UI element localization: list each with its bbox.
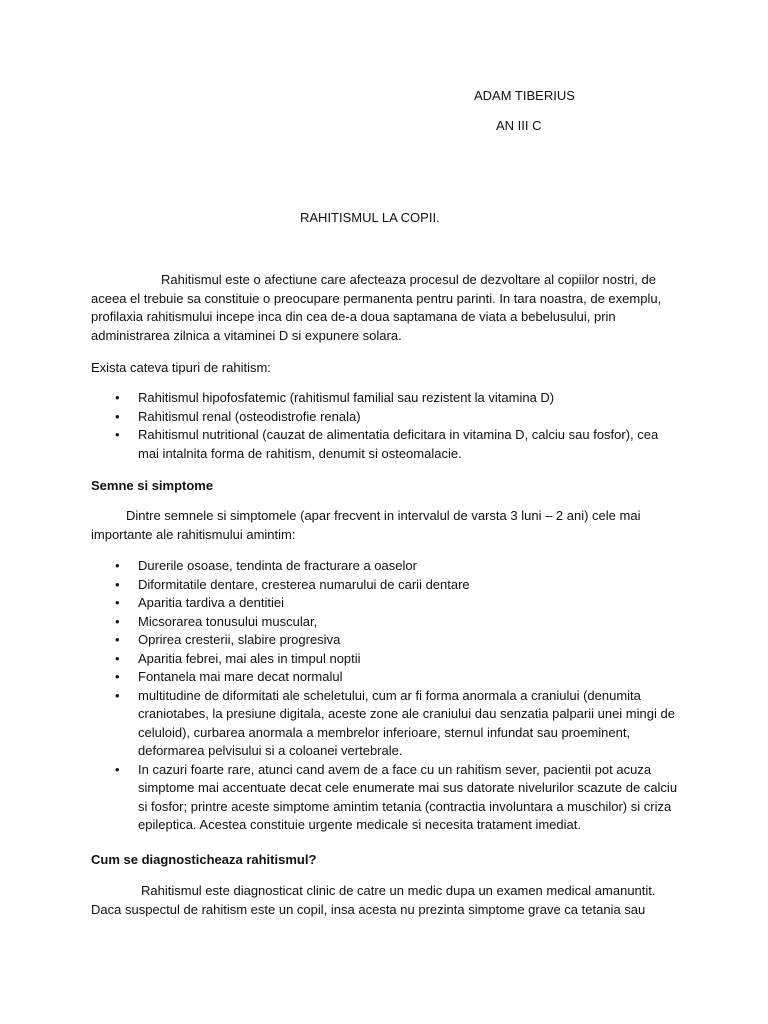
diagnosis-paragraph: Rahitismul este diagnosticat clinic de catre un medic dupa un examen medical amanuntit. Daca suspectul de rahitism este un copil, insa acesta nu prezinta simptome grave ca tetania sau [91, 883, 656, 917]
intro-paragraph: Rahitismul este o afectiune care afecteaza procesul de dezvoltare al copiilor nostri, de aceea el trebuie sa constituie o preocupare permanenta pentru parinti. In tara noastra, de exemplu, profilaxia rahitismului incepe inca din cea de-a doua saptamana de viata a bebelusului, prin administrarea zilnica a vitaminei D si expunere solara. [91, 272, 662, 343]
list-item: • Aparitia tardiva a dentitiei [91, 594, 681, 613]
list-item: • Fontanela mai mare decat normalul [91, 668, 681, 687]
list-item: • In cazuri foarte rare, atunci cand avem de a face cu un rahitism sever, pacientii pot acuza simptome mai accentuate decat cele enumerate mai sus datorate nivelurilor scazute de calciu si fosfor; printre aceste simptome amintim tetania (contractia involuntara a muschilor) si criza epileptica. Acestea constituie urgente medicale si necesita tratament imediat. [91, 761, 681, 835]
list-item: • Rahitismul nutritional (cauzat de alimentatia deficitara in vitamina D, calciu sau fosfor), cea mai intalnita forma de rahitism, denumit si osteomalacie. [91, 426, 681, 463]
list-item: • Rahitismul renal (osteodistrofie renala) [91, 408, 681, 427]
diagnosis-heading: Cum se diagnosticheaza rahitismul? [91, 852, 317, 867]
types-list [91, 389, 681, 463]
list-item: • Aparitia febrei, mai ales in timpul noptii [91, 650, 681, 669]
document-title: RAHITISMUL LA COPII. [300, 210, 440, 225]
list-item: • multitudine de diformitati ale scheletului, cum ar fi forma anormala a craniului (denumita craniotabes, la presiune digitala, aceste zone ale craniului dau senzatia palparii unei mingi de celuloid), curbarea anormala a membrelor inferioare, sternul infundat sau proeminent, deformarea pelvisului si a coloanei vertebrale. [91, 687, 681, 761]
list-item: • Micsorarea tonusului muscular, [91, 613, 681, 632]
types-heading: Exista cateva tipuri de rahitism: [91, 360, 271, 375]
signs-intro: Dintre semnele si simptomele (apar frecvent in intervalul de varsta 3 luni – 2 ani) cele mai importante ale rahitismului amintim: [91, 508, 641, 542]
author-name: ADAM TIBERIUS [474, 88, 575, 103]
list-item: • Durerile osoase, tendinta de fracturare a oaselor [91, 557, 681, 576]
list-item: • Oprirea cresterii, slabire progresiva [91, 631, 681, 650]
year-group: AN III C [496, 118, 542, 133]
signs-list [91, 557, 681, 835]
list-item: • Rahitismul hipofosfatemic (rahitismul familial sau rezistent la vitamina D) [91, 389, 681, 408]
signs-heading: Semne si simptome [91, 478, 214, 493]
list-item: • Diformitatile dentare, cresterea numarului de carii dentare [91, 576, 681, 595]
